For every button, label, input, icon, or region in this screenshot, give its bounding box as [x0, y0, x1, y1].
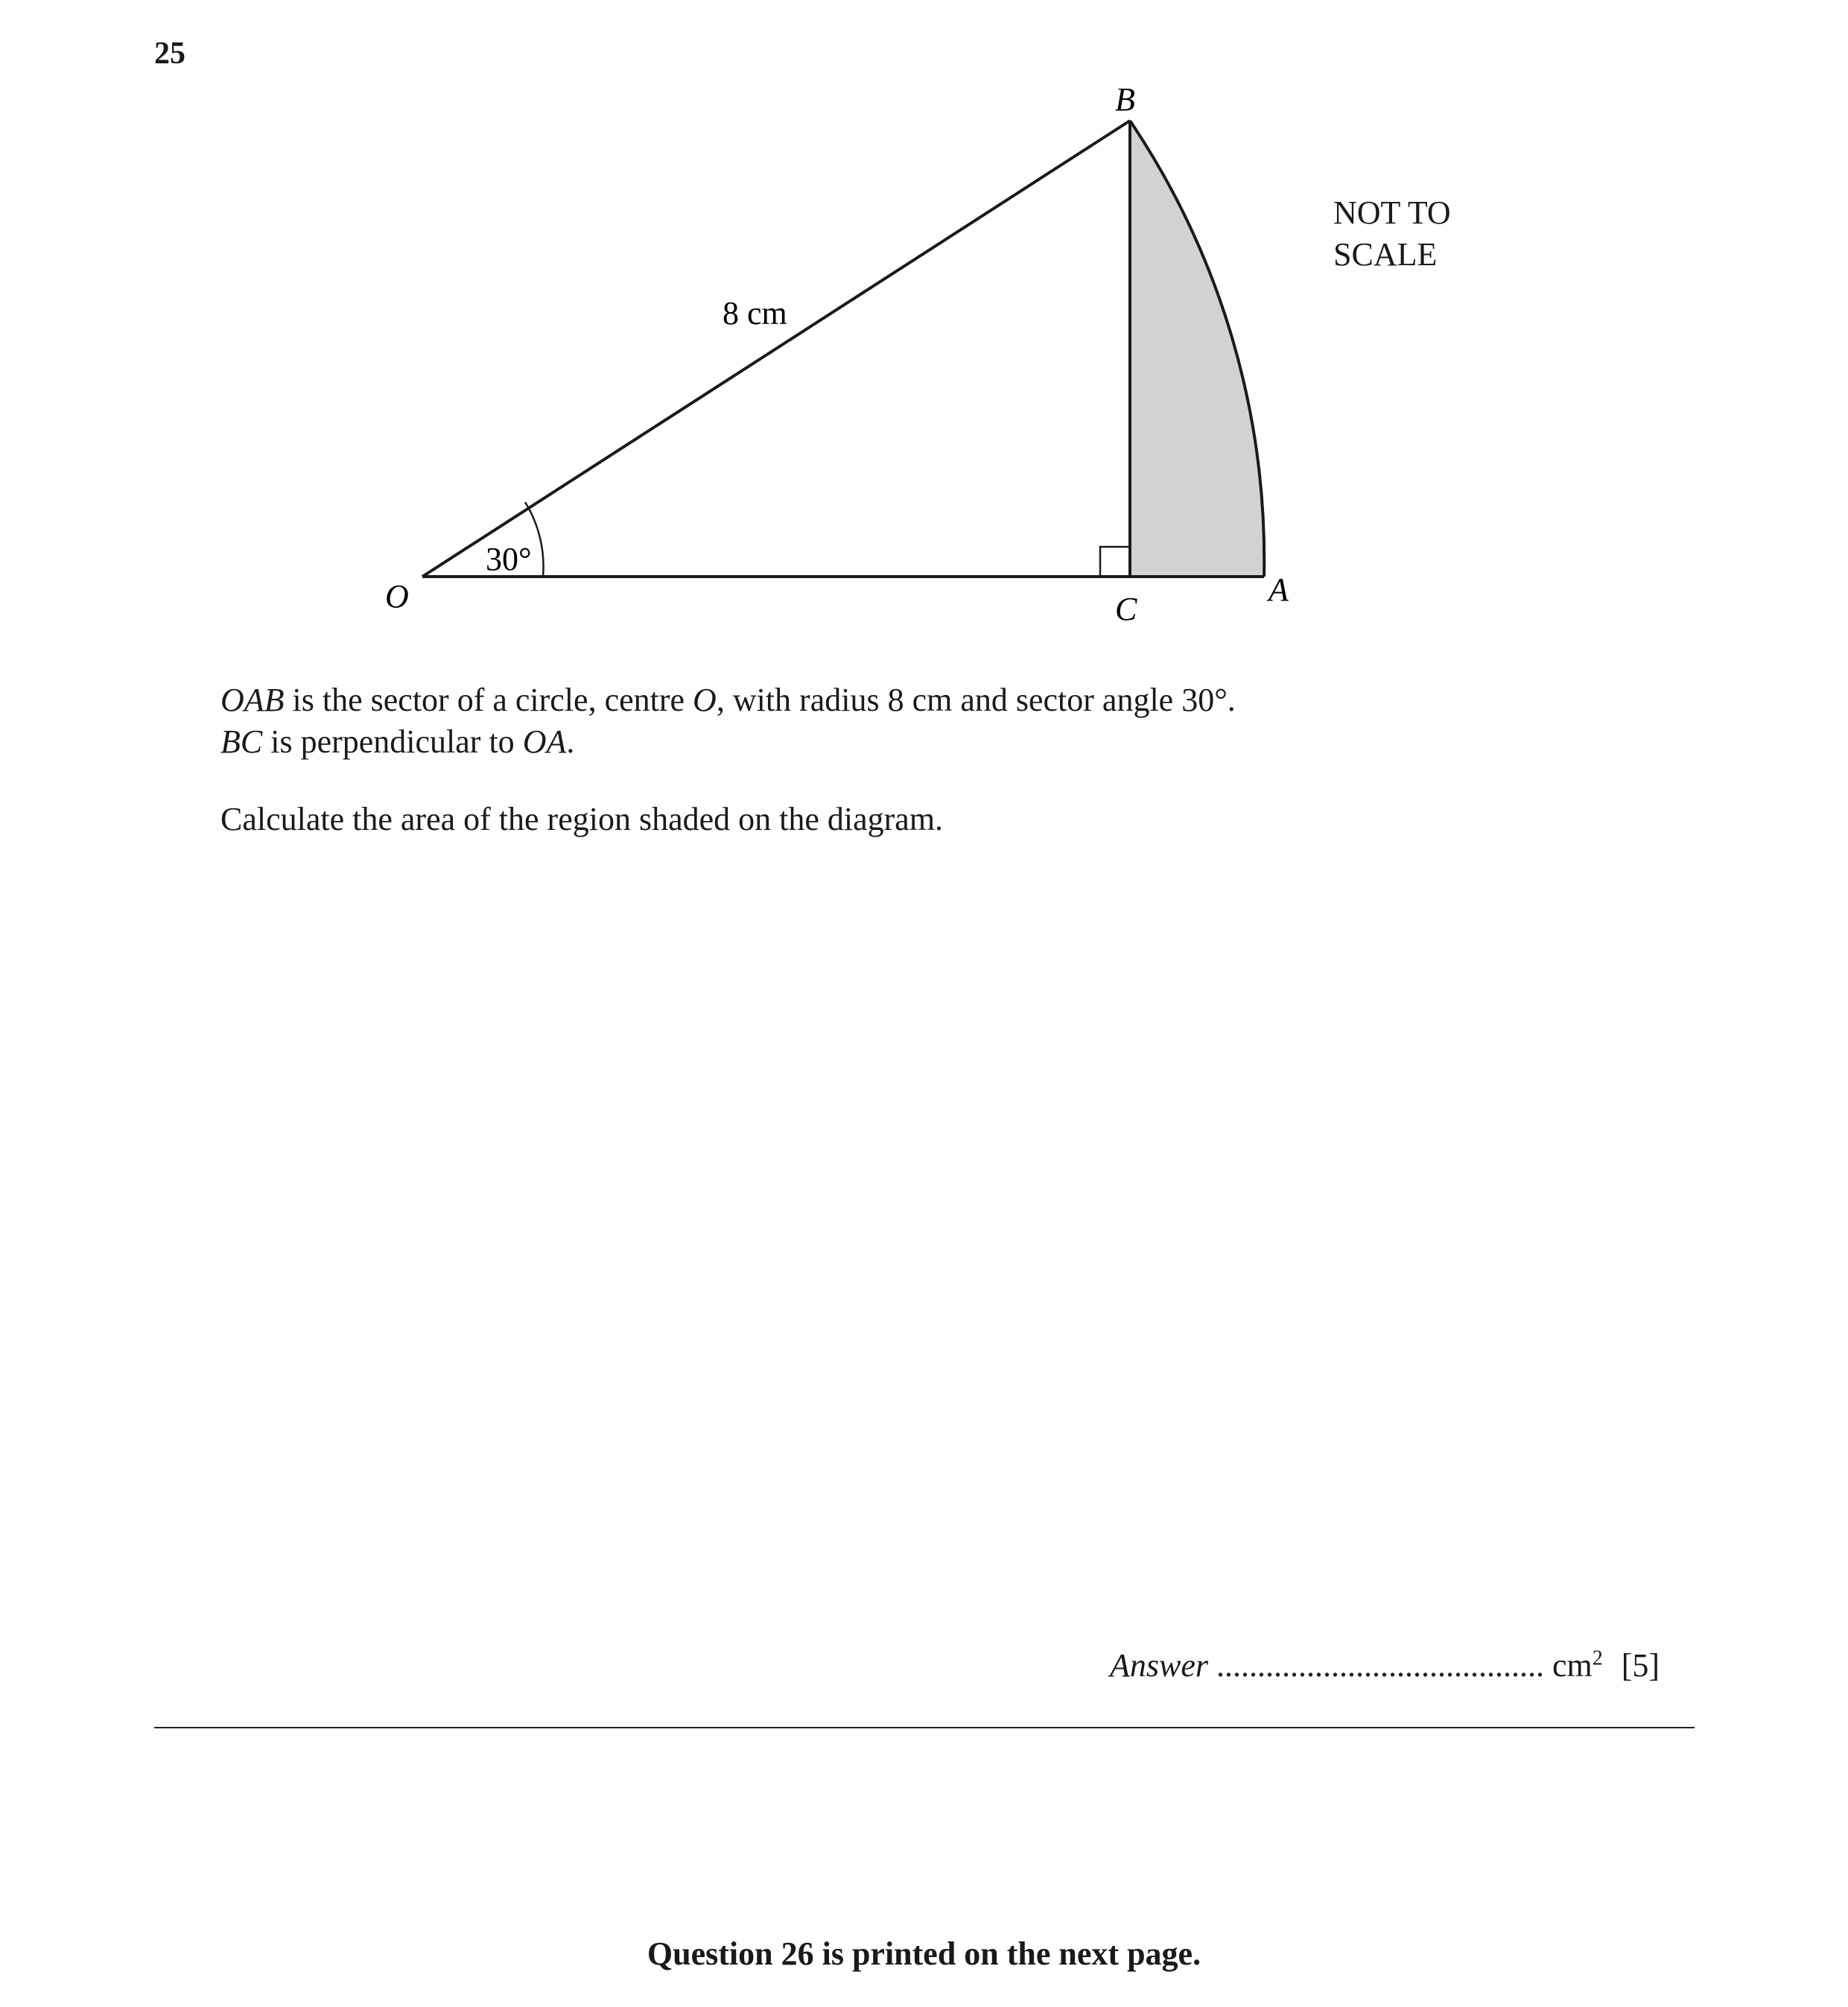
- answer-unit: [1552, 1647, 1603, 1684]
- not-to-scale-line-1: NOT TO: [1333, 194, 1451, 231]
- next-page-note: Question 26 is printed on the next page.: [647, 1935, 1201, 1972]
- centre-name: O: [693, 682, 717, 718]
- desc-text-1: is the sector of a circle, centre: [284, 682, 693, 718]
- perpendicular-description: [220, 721, 574, 763]
- label-b: B: [1115, 81, 1135, 118]
- label-c: C: [1115, 591, 1137, 627]
- label-radius: 8 cm: [723, 295, 787, 332]
- not-to-scale-note: [1333, 192, 1451, 276]
- perp-text-1: is perpendicular to: [262, 723, 523, 760]
- desc-text-2: , with radius 8 cm and sector angle 30°.: [716, 682, 1236, 718]
- unit-base: cm: [1552, 1647, 1593, 1684]
- marks: [5]: [1621, 1647, 1660, 1684]
- question-number: 25: [154, 37, 185, 71]
- shaded-region: [1130, 121, 1264, 577]
- sector-diagram: [0, 0, 1848, 670]
- answer-dots[interactable]: ........................................: [1216, 1647, 1544, 1684]
- not-to-scale-line-2: SCALE: [1333, 236, 1438, 273]
- segment-bc: BC: [220, 723, 263, 760]
- answer-line: [1110, 1646, 1660, 1684]
- label-angle: 30°: [486, 541, 532, 577]
- label-a: A: [1268, 571, 1289, 608]
- right-angle-marker: [1100, 547, 1130, 577]
- perp-text-2: .: [566, 723, 575, 760]
- label-o: O: [385, 578, 409, 615]
- instruction-text: Calculate the area of the region shaded on the diagram.: [220, 801, 944, 837]
- sector-name: OAB: [220, 682, 285, 718]
- sector-description: [220, 679, 1236, 721]
- divider-line: [154, 1727, 1695, 1728]
- answer-label: Answer: [1110, 1647, 1208, 1684]
- segment-oa: OA: [522, 723, 567, 760]
- unit-power: 2: [1592, 1646, 1603, 1670]
